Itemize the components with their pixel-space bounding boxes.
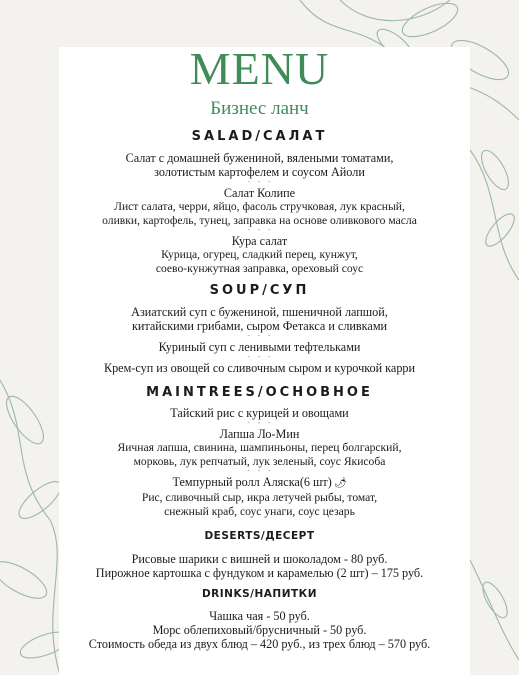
menu-item: Морс облепиховый/брусничный - 50 руб. [152,623,367,637]
drinks-heading: DRINKS/НАПИТКИ [201,588,318,600]
menu-item: золотистым картофелем и соусом Айоли [154,165,365,179]
salad-heading: SALAD/САЛАТ [191,129,328,144]
menu-item: Чашка чая - 50 руб. [209,609,310,623]
soup-section [0,283,519,375]
menu-item: Тайский рис с курицей и овощами [170,406,349,420]
page-title: MENU [189,43,330,94]
separator: - - - [246,419,273,427]
chili-pepper-icon: 🌶 [333,478,347,489]
separator: - - - [246,353,273,361]
menu-item-name: Салат Колипе [223,186,296,200]
menu-item: Пирожное картошка с фундуком и карамелью (2 шт) – 175 руб. [95,566,424,580]
menu-item: оливки, картофель, тунец, заправка на основе оливкового масла [102,213,417,227]
menu-item: Яичная лапша, свинина, шампиньоны, перец болгарский, [117,441,402,454]
desserts-heading: DESERTS/ДЕСЕРТ [204,530,315,542]
main-heading: MAINTREES/ОСНОВНОЕ [146,385,373,400]
menu-item: снежный краб, соус унаги, соус цезарь [164,504,355,518]
menu-item-name: Лапша Ло-Мин [219,427,300,441]
menu-item: Салат с домашней бужениной, вялеными томатами, [125,151,394,165]
separator: - - - [246,332,273,340]
menu-item: Куриный суп с ленивыми тефтельками [158,340,361,354]
separator: - - - [246,467,273,475]
menu-item-name-row [0,475,519,491]
menu-item: китайскими грибами, сыром Фетакса и сливками [131,319,388,333]
menu-item-name: Кура салат [231,234,288,248]
menu-item: Курица, огурец, сладкий перец, кунжут, [161,248,358,261]
menu-item: соево-кунжутная заправка, ореховый соус [155,261,364,275]
main-section [0,385,519,518]
menu-item: морковь, лук репчатый, лук зеленый, соус Якисоба [133,454,386,468]
menu-item-name: Темпурный ролл Аляска(6 шт) [172,475,332,489]
soup-heading: SOUP/СУП [209,283,310,298]
menu-item: Лист салата, черри, яйцо, фасоль стручковая, лук красный, [114,200,405,213]
separator: - - - [246,226,273,234]
menu-item: Крем-суп из овощей со сливочным сыром и курочкой карри [103,361,416,375]
drinks-section [0,586,519,651]
menu-item: Рис, сливочный сыр, икра летучей рыбы, томат, [141,491,378,504]
desserts-section [0,528,519,580]
salad-section [0,129,519,275]
menu-item: Рисовые шарики с вишней и шоколадом - 80 руб. [131,552,388,566]
separator: - - - [246,178,273,186]
menu-item: Азиатский суп с бужениной, пшеничной лапшой, [131,305,388,319]
page-subtitle: Бизнес ланч [210,98,309,119]
menu-item: Стоимость обеда из двух блюд – 420 руб., из трех блюд – 570 руб. [88,637,431,651]
